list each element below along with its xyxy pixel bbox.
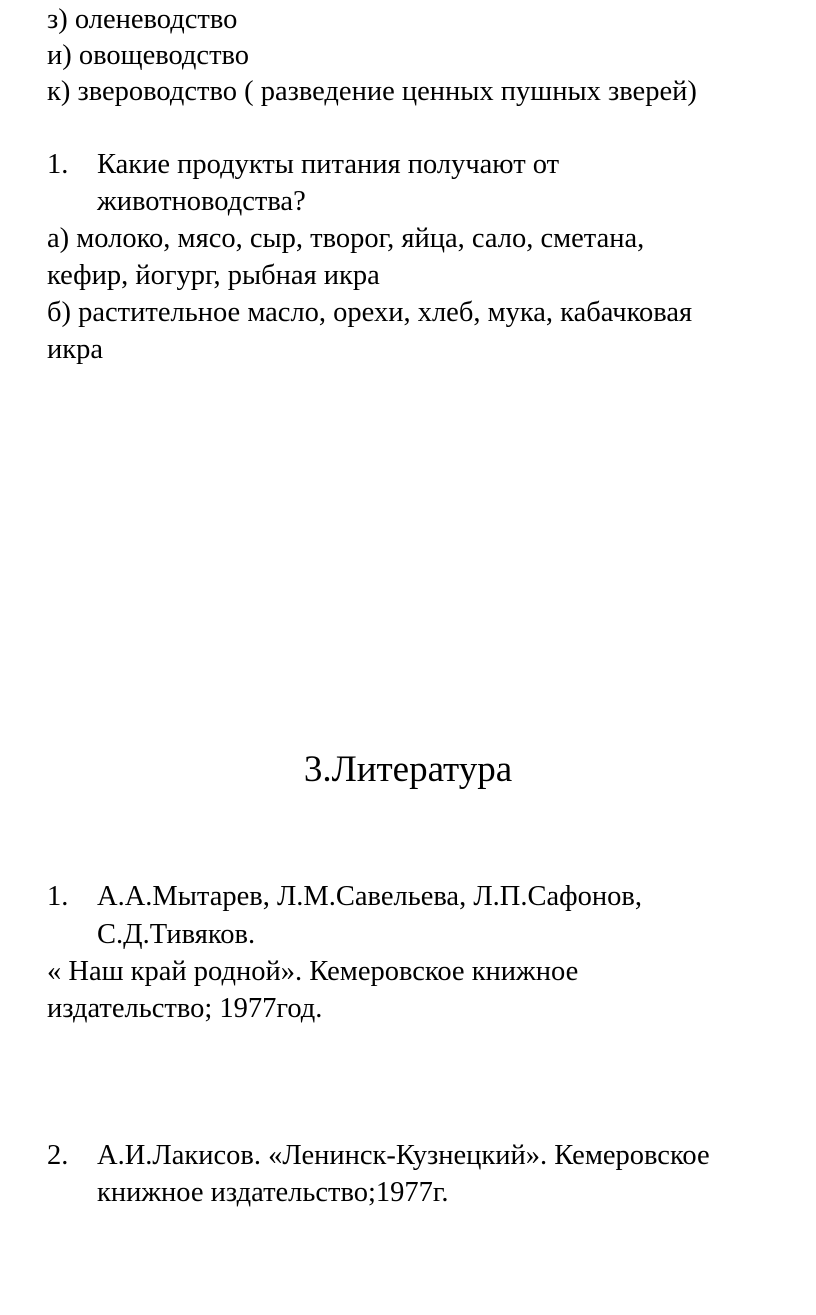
- question-number: 1.: [47, 149, 69, 180]
- reference-2-line1: А.И.Лакисов. «Ленинск-Кузнецкий». Кемеровское: [97, 1140, 710, 1171]
- answer-a-line2: кефир, йогург, рыбная икра: [47, 260, 380, 291]
- literature-heading: 3.Литература: [303, 749, 513, 790]
- question-text-line2: животноводства?: [97, 186, 306, 217]
- branch-item-z: з) оленеводство: [47, 4, 238, 35]
- reference-2-line2: книжное издательство;1977г.: [97, 1177, 449, 1208]
- branch-item-i: и) овощеводство: [47, 40, 250, 71]
- branch-item-k: к) звероводство ( разведение ценных пушных зверей): [47, 76, 697, 107]
- reference-1-line1: А.А.Мытарев, Л.М.Савельева, Л.П.Сафонов,: [97, 881, 642, 912]
- reference-1-line4: издательство; 1977год.: [47, 993, 323, 1024]
- answer-b-line2: икра: [47, 334, 103, 365]
- reference-2-number: 2.: [47, 1140, 69, 1171]
- reference-1-line3: « Наш край родной». Кемеровское книжное: [47, 956, 579, 987]
- answer-b-line1: б) растительное масло, орехи, хлеб, мука, кабачковая: [47, 297, 693, 328]
- question-text-line1: Какие продукты питания получают от: [97, 149, 560, 180]
- reference-1-line2: С.Д.Тивяков.: [97, 919, 256, 950]
- answer-a-line1: а) молоко, мясо, сыр, творог, яйца, сало, сметана,: [47, 223, 645, 254]
- reference-1-number: 1.: [47, 881, 69, 912]
